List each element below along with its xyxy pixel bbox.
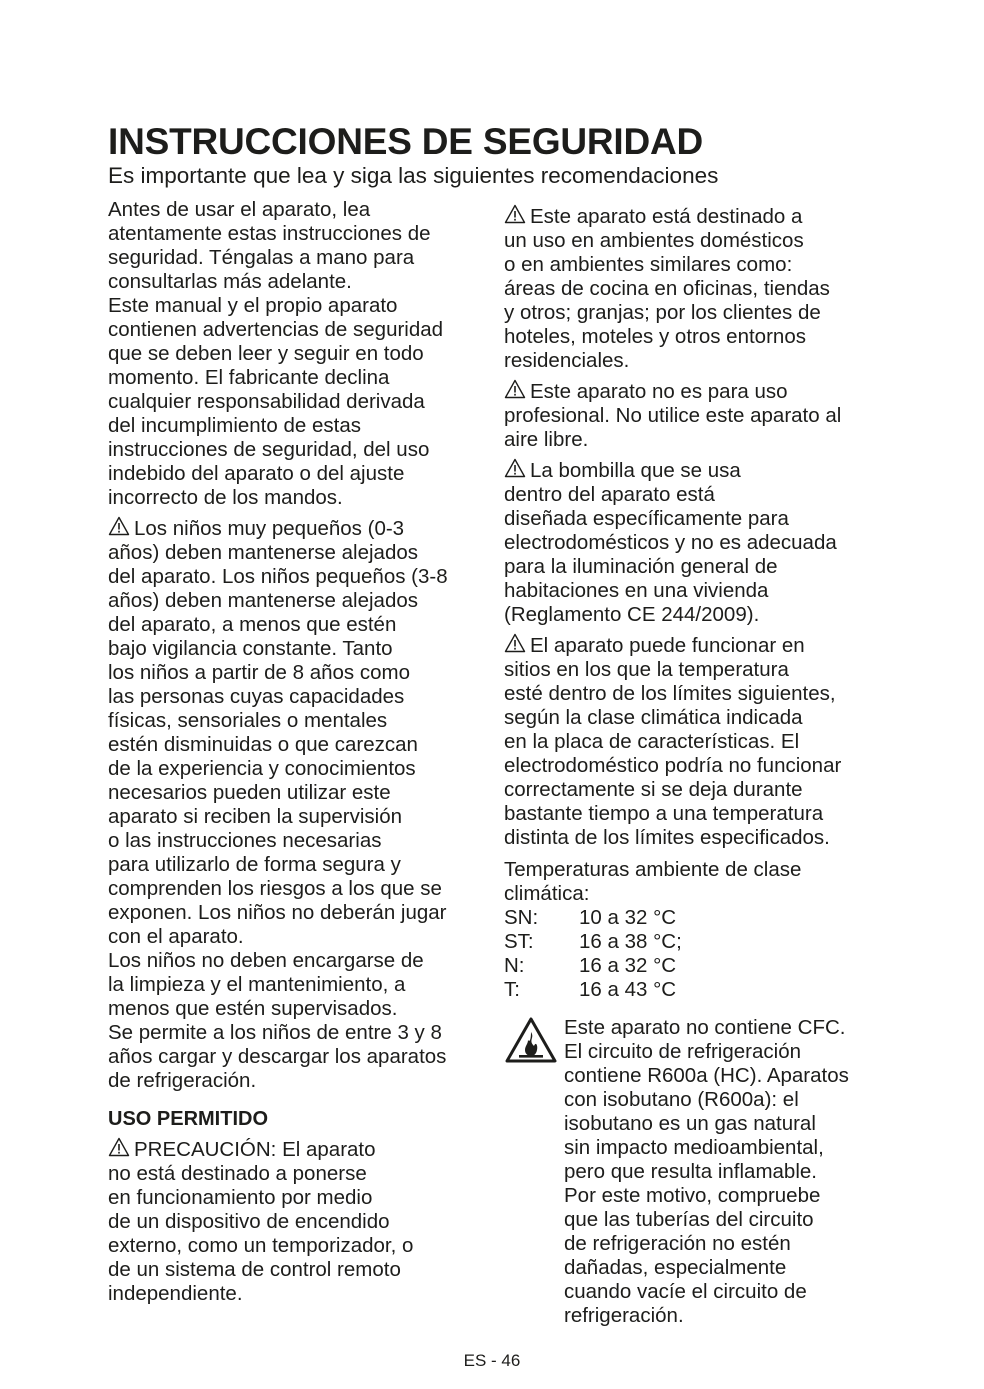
text-line: bastante tiempo a una temperatura <box>504 802 824 825</box>
warning-triangle-icon <box>504 204 526 224</box>
text-line: dañadas, especialmente <box>564 1256 787 1279</box>
text-line: habitaciones en una vivienda <box>504 579 769 602</box>
precaution-paragraph <box>108 1137 488 1306</box>
text-line: años) deben mantenerse alejados <box>108 541 418 564</box>
text-line: la limpieza y el mantenimiento, a <box>108 973 406 996</box>
text-line: necesarios pueden utilizar este <box>108 781 391 804</box>
text-line-content: El aparato puede funcionar en <box>530 634 805 657</box>
text-line: un uso en ambientes domésticos <box>504 229 804 252</box>
climate-class-row <box>504 978 884 1002</box>
section-heading-uso-permitido: USO PERMITIDO <box>108 1108 269 1130</box>
text-line: electrodomésticos y no es adecuada <box>504 531 837 554</box>
cfc-text <box>564 1016 884 1328</box>
climate-class-label: T: <box>504 978 520 1001</box>
text-line: estén disminuidas o que carezcan <box>108 733 418 756</box>
text-line: electrodoméstico podría no funcionar <box>504 754 842 777</box>
text-line: contiene R600a (HC). Aparatos <box>564 1064 849 1087</box>
text-line: que se deben leer y seguir en todo <box>108 342 424 365</box>
climate-class-range: 16 a 32 °C <box>579 954 677 977</box>
text-line: del incumplimiento de estas <box>108 414 361 437</box>
climate-class-label: N: <box>504 954 525 977</box>
text-line <box>504 458 884 483</box>
text-line: instrucciones de seguridad, del uso <box>108 438 430 461</box>
text-line-content: PRECAUCIÓN: El aparato <box>134 1138 376 1161</box>
text-line: isobutano es un gas natural <box>564 1112 816 1135</box>
text-line: que las tuberías del circuito <box>564 1208 814 1231</box>
text-line: o las instrucciones necesarias <box>108 829 382 852</box>
flammable-warning-icon <box>504 1016 558 1064</box>
text-line: y otros; granjas; por los clientes de <box>504 301 821 324</box>
page-number: ES - 46 <box>463 1351 521 1370</box>
text-line: para utilizarlo de forma segura y <box>108 853 401 876</box>
text-line: de la experiencia y conocimientos <box>108 757 416 780</box>
climate-class-row <box>504 906 884 930</box>
temperature-intro <box>504 858 884 906</box>
page-subtitle: Es importante que lea y siga las siguientes recomendaciones <box>108 163 719 188</box>
text-line: distinta de los límites especificados. <box>504 826 830 849</box>
professional-use-paragraph <box>504 379 884 452</box>
climate-class-range: 10 a 32 °C <box>579 906 677 929</box>
text-line: Los niños no deben encargarse de <box>108 949 424 972</box>
text-line-content: Los niños muy pequeños (0-3 <box>134 517 405 540</box>
intro-paragraph <box>108 198 488 294</box>
warning-triangle-icon <box>504 458 526 478</box>
text-line: seguridad. Téngalas a mano para <box>108 246 415 269</box>
text-line: atentamente estas instrucciones de <box>108 222 431 245</box>
text-line: con el aparato. <box>108 925 244 948</box>
climate-class-label: ST: <box>504 930 534 953</box>
text-line: con isobutano (R600a): el <box>564 1088 799 1111</box>
text-line: o en ambientes similares como: <box>504 253 793 276</box>
text-line-content: Este aparato está destinado a <box>530 205 803 228</box>
text-line <box>108 1137 488 1162</box>
text-line: los niños a partir de 8 años como <box>108 661 410 684</box>
text-line: cuando vacíe el circuito de <box>564 1280 807 1303</box>
text-line: climática: <box>504 882 590 905</box>
text-line-content: La bombilla que se usa <box>530 459 741 482</box>
text-line: comprenden los riesgos a los que se <box>108 877 442 900</box>
children-loading-paragraph <box>108 1021 488 1093</box>
text-line <box>504 379 884 404</box>
climate-class-table <box>504 906 884 1002</box>
text-line: áreas de cocina en oficinas, tiendas <box>504 277 830 300</box>
text-line: años) deben mantenerse alejados <box>108 589 418 612</box>
text-line: contienen advertencias de seguridad <box>108 318 444 341</box>
text-line: correctamente si se deja durante <box>504 778 803 801</box>
text-line: pero que resulta inflamable. <box>564 1160 817 1183</box>
text-line: de refrigeración. <box>108 1069 257 1092</box>
right-column <box>504 204 884 1328</box>
text-line: (Reglamento CE 244/2009). <box>504 603 760 626</box>
warning-triangle-icon <box>504 379 526 399</box>
text-line: años cargar y descargar los aparatos <box>108 1045 447 1068</box>
temperature-limits-paragraph <box>504 633 884 850</box>
children-safety-paragraph <box>108 516 488 949</box>
text-line <box>108 516 488 541</box>
text-line: externo, como un temporizador, o <box>108 1234 414 1257</box>
climate-class-row <box>504 930 884 954</box>
climate-class-label: SN: <box>504 906 539 929</box>
warning-triangle-icon <box>108 516 130 536</box>
text-line: El circuito de refrigeración <box>564 1040 801 1063</box>
climate-class-row <box>504 954 884 978</box>
warning-triangle-icon <box>504 633 526 653</box>
text-line: Por este motivo, compruebe <box>564 1184 821 1207</box>
climate-class-range: 16 a 43 °C <box>579 978 677 1001</box>
text-line: refrigeración. <box>564 1304 684 1327</box>
manual-warning-paragraph <box>108 294 488 510</box>
text-line: Este manual y el propio aparato <box>108 294 398 317</box>
text-line: no está destinado a ponerse <box>108 1162 367 1185</box>
text-line: consultarlas más adelante. <box>108 270 352 293</box>
text-line: en funcionamiento por medio <box>108 1186 373 1209</box>
text-line: aire libre. <box>504 428 589 451</box>
text-line: físicas, sensoriales o mentales <box>108 709 388 732</box>
text-line: de un dispositivo de encendido <box>108 1210 390 1233</box>
text-line: sitios en los que la temperatura <box>504 658 789 681</box>
bulb-paragraph <box>504 458 884 627</box>
text-line: según la clase climática indicada <box>504 706 803 729</box>
text-line: de refrigeración no estén <box>564 1232 791 1255</box>
text-line <box>504 204 884 229</box>
text-line-content: Este aparato no es para uso <box>530 380 788 403</box>
climate-class-range: 16 a 38 °C; <box>579 930 682 953</box>
cfc-notice <box>504 1016 884 1328</box>
text-line: profesional. No utilice este aparato al <box>504 404 842 427</box>
text-line: cualquier responsabilidad derivada <box>108 390 425 413</box>
warning-triangle-icon <box>108 1137 130 1157</box>
text-line: las personas cuyas capacidades <box>108 685 405 708</box>
text-line: del aparato. Los niños pequeños (3-8 <box>108 565 448 588</box>
domestic-use-paragraph <box>504 204 884 373</box>
text-line: de un sistema de control remoto <box>108 1258 401 1281</box>
text-line: incorrecto de los mandos. <box>108 486 343 509</box>
text-line: esté dentro de los límites siguientes, <box>504 682 836 705</box>
text-line: aparato si reciben la supervisión <box>108 805 402 828</box>
children-cleaning-paragraph <box>108 949 488 1021</box>
text-line: hoteles, moteles y otros entornos <box>504 325 806 348</box>
text-line: del aparato, a menos que estén <box>108 613 397 636</box>
text-line: exponen. Los niños no deberán jugar <box>108 901 447 924</box>
text-line: Temperaturas ambiente de clase <box>504 858 802 881</box>
text-line: Se permite a los niños de entre 3 y 8 <box>108 1021 442 1044</box>
left-column <box>108 198 488 1306</box>
text-line: independiente. <box>108 1282 243 1305</box>
text-line: indebido del aparato o del ajuste <box>108 462 405 485</box>
text-line: Antes de usar el aparato, lea <box>108 198 371 221</box>
text-line: bajo vigilancia constante. Tanto <box>108 637 393 660</box>
text-line: menos que estén supervisados. <box>108 997 398 1020</box>
text-line: diseñada específicamente para <box>504 507 789 530</box>
text-line: Este aparato no contiene CFC. <box>564 1016 846 1039</box>
text-line: en la placa de características. El <box>504 730 800 753</box>
page-title: INSTRUCCIONES DE SEGURIDAD <box>108 121 704 162</box>
text-line: momento. El fabricante declina <box>108 366 390 389</box>
text-line: dentro del aparato está <box>504 483 715 506</box>
text-line: sin impacto medioambiental, <box>564 1136 824 1159</box>
text-line: residenciales. <box>504 349 630 372</box>
text-line <box>504 633 884 658</box>
text-line: para la iluminación general de <box>504 555 778 578</box>
